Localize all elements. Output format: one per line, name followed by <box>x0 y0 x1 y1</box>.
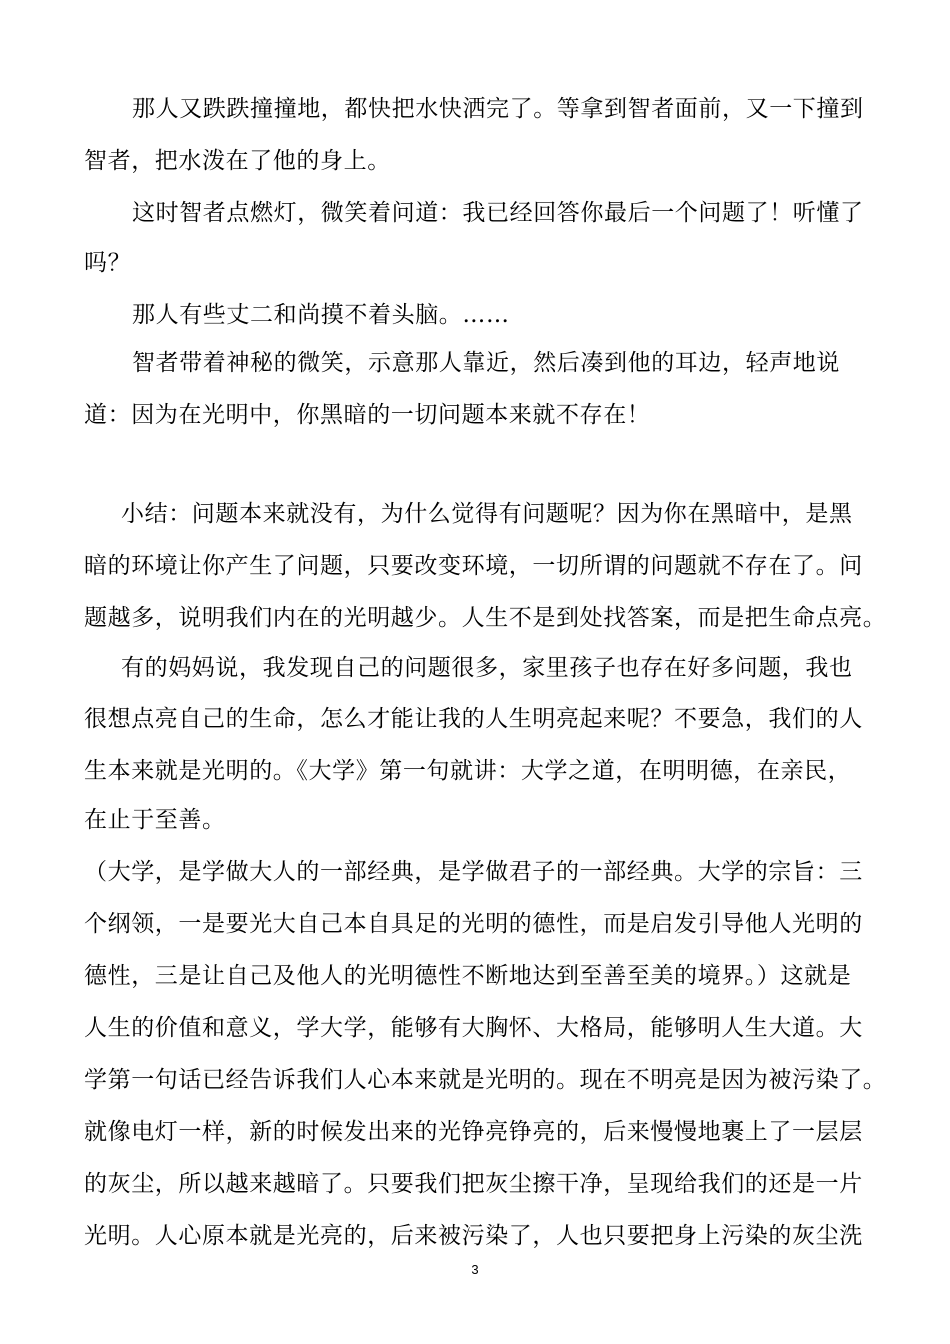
paragraph-line: 德性，三是让自己及他人的光明德性不断地达到至善至美的境界。）这就是 <box>84 963 852 989</box>
paragraph-line: 暗的环境让你产生了问题，只要改变环境，一切所谓的问题就不存在了。问 <box>84 553 863 579</box>
page-number: 3 <box>471 1262 479 1277</box>
paragraph-line: 小结：问题本来就没有，为什么觉得有问题呢？因为你在黑暗中，是黑 <box>121 501 853 527</box>
paragraph-line: 光明。人心原本就是光亮的，后来被污染了，人也只要把身上污染的灰尘洗 <box>84 1223 863 1249</box>
paragraph-line: 那人有些丈二和尚摸不着头脑。…… <box>132 302 510 328</box>
paragraph-line: （大学，是学做大人的一部经典，是学做君子的一部经典。大学的宗旨：三 <box>84 859 863 885</box>
paragraph-line: 学第一句话已经告诉我们人心本来就是光明的。现在不明亮是因为被污染了。 <box>84 1067 887 1093</box>
paragraph-line: 有的妈妈说，我发现自己的问题很多，家里孩子也存在好多问题，我也 <box>121 655 853 681</box>
paragraph-line: 吗？ <box>84 250 132 276</box>
paragraph-line: 人生的价值和意义，学大学，能够有大胸怀、大格局，能够明人生大道。大 <box>84 1015 863 1041</box>
paragraph-line: 题越多，说明我们内在的光明越少。人生不是到处找答案，而是把生命点亮。 <box>84 605 887 631</box>
paragraph-line: 这时智者点燃灯，微笑着问道：我已经回答你最后一个问题了！听懂了 <box>132 200 864 226</box>
paragraph-line: 道：因为在光明中，你黑暗的一切问题本来就不存在！ <box>84 402 651 428</box>
paragraph-line: 在止于至善。 <box>84 807 226 833</box>
paragraph-line: 的灰尘，所以越来越暗了。只要我们把灰尘擦干净，呈现给我们的还是一片 <box>84 1171 863 1197</box>
paragraph-line: 就像电灯一样，新的时候发出来的光铮亮铮亮的，后来慢慢地裹上了一层层 <box>84 1119 863 1145</box>
paragraph-line: 个纲领，一是要光大自己本自具足的光明的德性，而是启发引导他人光明的 <box>84 911 863 937</box>
paragraph-line: 那人又跌跌撞撞地，都快把水快洒完了。等拿到智者面前，又一下撞到 <box>132 96 864 122</box>
paragraph-line: 很想点亮自己的生命，怎么才能让我的人生明亮起来呢？不要急，我们的人 <box>84 706 863 732</box>
paragraph-line: 智者，把水泼在了他的身上。 <box>84 148 391 174</box>
paragraph-line: 智者带着神秘的微笑，示意那人靠近，然后凑到他的耳边，轻声地说 <box>132 350 840 376</box>
paragraph-line: 生本来就是光明的。《大学》第一句就讲：大学之道，在明明德，在亲民， <box>84 758 852 784</box>
